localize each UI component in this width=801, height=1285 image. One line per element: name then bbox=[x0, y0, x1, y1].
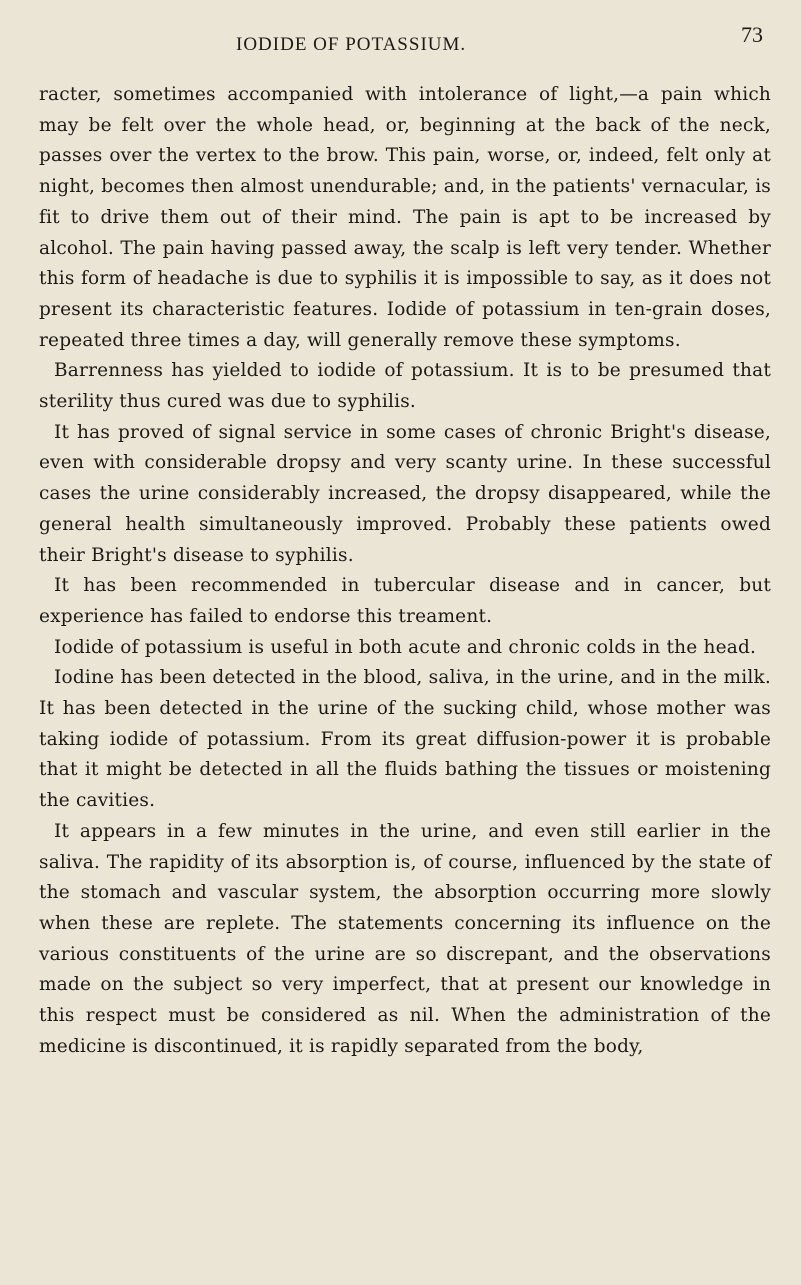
running-head bbox=[39, 22, 771, 68]
paragraph-iodine-detection: Iodine has been detected in the blood, saliva, in the urine, and in the milk. It has been detected in the urine of the sucking child, whose mother was taking iodide of potassium. From its great diffusion-power it is probable that it might be detected in all the fluids bathing the tissues or moistening the cavities. bbox=[39, 667, 771, 812]
paragraph-absorption: It appears in a few minutes in the urine, and even still earlier in the saliva. The rapidity of its absorption is, of course, influenced by the state of the stomach and vascular system, the absorption occurring more slowly when these are replete. The statements concerning its influence on the various constituents of the urine are so discrepant, and the observations made on the subject so very imperfect, that at present our knowledge in this respect must be considered as nil. When the administration of the medicine is discontinued, it is rapidly separated from the body, bbox=[39, 820, 771, 1057]
paragraph-tubercular-cancer: It has been recommended in tubercular disease and in cancer, but experience has failed to endorse this treament. bbox=[39, 575, 771, 627]
running-title: IODIDE OF POTASSIUM. bbox=[236, 34, 467, 55]
paragraph-headache-continued: racter, sometimes accompanied with intolerance of light,—a pain which may be felt over the whole head, or, beginning at the back of the neck, passes over the vertex to the brow. This pain, worse, or, indeed, felt only at night, becomes then almost unendurable; and, in the patients' vernacular, is fit to drive them out of their mind. The pain is apt to be increased by alcohol. The pain having passed away, the scalp is left very tender. Whether this form of headache is due to syphilis it is impossible to say, as it does not present its characteristic features. Iodide of potassium in ten-grain doses, repeated three times a day, will generally remove these symptoms. bbox=[39, 84, 771, 351]
paragraph-colds: Iodide of potassium is useful in both acute and chronic colds in the head. bbox=[54, 636, 757, 658]
page-number: 73 bbox=[741, 22, 763, 47]
paragraph-brights-disease: It has proved of signal service in some cases of chronic Bright's disease, even with considerable dropsy and very scanty urine. In these successful cases the urine considerably increased, the dropsy disappeared, while the general health simultaneously improved. Probably these patients owed their Bright's disease to syphilis. bbox=[39, 421, 771, 566]
paragraph-barrenness: Barrenness has yielded to iodide of potassium. It is to be presumed that sterility thus cured was due to syphilis. bbox=[39, 360, 771, 413]
body-text bbox=[39, 80, 771, 1063]
